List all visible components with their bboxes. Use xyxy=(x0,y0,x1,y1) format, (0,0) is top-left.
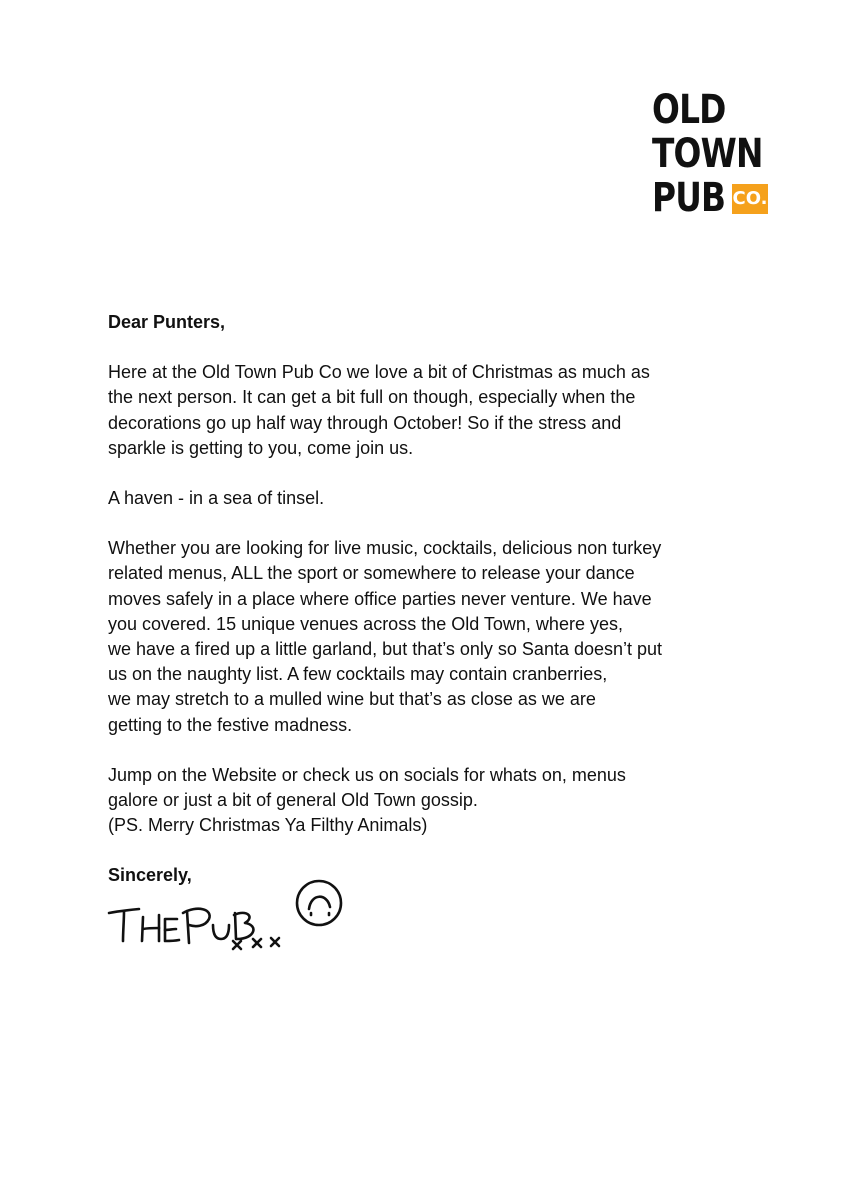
letter-closing: Sincerely, xyxy=(108,865,192,886)
letter-paragraph-tagline: A haven - in a sea of tinsel. xyxy=(108,488,325,509)
letter-paragraph-intro: Here at the Old Town Pub Co we love a bit of Christmas as much as the next person. It can get a bit full on though, especially when the decorations go up half way through October! So if the stress and sparkle is getting to you, come join us. xyxy=(108,362,650,458)
old-town-pub-co-logo xyxy=(652,88,768,220)
logo-line-pub: PUB xyxy=(652,175,726,221)
handwritten-signature xyxy=(105,875,355,955)
letter-body xyxy=(108,310,748,889)
logo-line-old: OLD xyxy=(652,87,726,133)
logo-line-town: TOWN xyxy=(652,131,763,177)
letter-paragraph-offerings: Whether you are looking for live music, cocktails, delicious non turkey related menus, ALL the sport or somewhere to release your dance moves safely in a place where office parties never venture. We have you covered. 15 unique venues across the Old Town, where yes, we have a fired up a little garland, but that’s only so Santa doesn’t put us on the naughty list. A few cocktails may contain cranberries, we may stretch to a mulled wine but that’s as close as we are getting to the festive madness. xyxy=(108,538,663,735)
letter-paragraph-socials: Jump on the Website or check us on socials for whats on, menus galore or just a bit of general Old Town gossip. (PS. Merry Christmas Ya Filthy Animals) xyxy=(108,764,626,836)
letter-greeting: Dear Punters, xyxy=(108,312,226,332)
logo-co-badge: CO. xyxy=(732,184,768,214)
